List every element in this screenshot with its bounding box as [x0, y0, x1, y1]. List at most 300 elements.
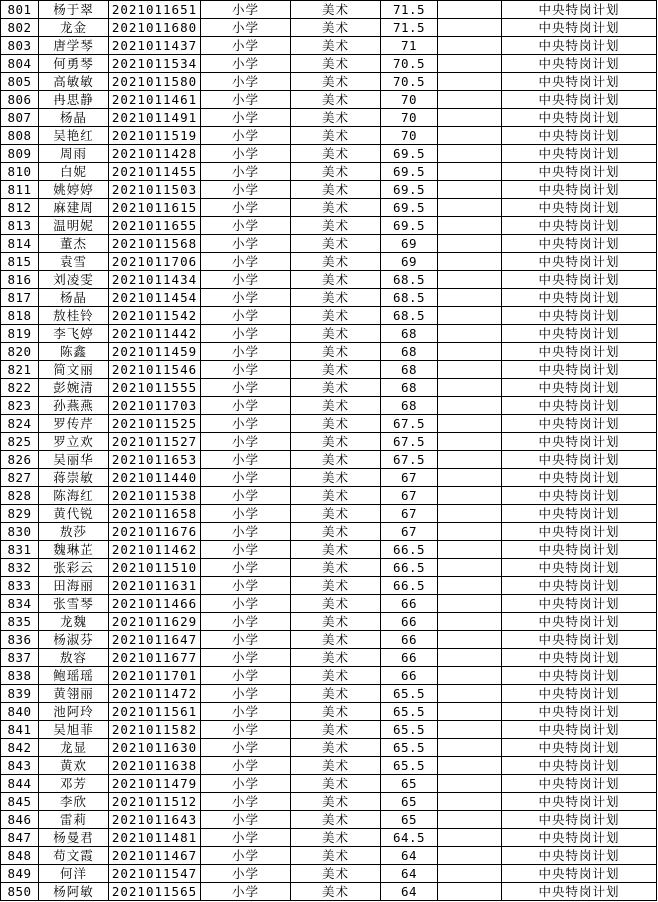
candidate-id-cell: 2021011472	[109, 685, 201, 703]
table-row	[1, 811, 657, 829]
score-cell: 67.5	[381, 415, 438, 433]
note-cell	[438, 415, 502, 433]
row-number-cell: 820	[1, 343, 39, 361]
roster-body	[1, 1, 657, 901]
candidate-id-cell: 2021011643	[109, 811, 201, 829]
recruitment-plan-cell: 中央特岗计划	[502, 289, 657, 307]
recruitment-plan-cell: 中央特岗计划	[502, 271, 657, 289]
score-cell: 68	[381, 343, 438, 361]
table-row	[1, 73, 657, 91]
school-level-cell: 小学	[201, 289, 291, 307]
score-cell: 64	[381, 883, 438, 901]
school-level-cell: 小学	[201, 577, 291, 595]
candidate-name-cell: 董杰	[39, 235, 109, 253]
candidate-name-cell: 温明妮	[39, 217, 109, 235]
candidate-name-cell: 田海丽	[39, 577, 109, 595]
table-row	[1, 127, 657, 145]
row-number-cell: 838	[1, 667, 39, 685]
row-number-cell: 802	[1, 19, 39, 37]
candidate-name-cell: 黄翎丽	[39, 685, 109, 703]
school-level-cell: 小学	[201, 397, 291, 415]
school-level-cell: 小学	[201, 865, 291, 883]
school-level-cell: 小学	[201, 19, 291, 37]
table-row	[1, 757, 657, 775]
candidate-id-cell: 2021011454	[109, 289, 201, 307]
note-cell	[438, 73, 502, 91]
row-number-cell: 843	[1, 757, 39, 775]
note-cell	[438, 397, 502, 415]
candidate-id-cell: 2021011655	[109, 217, 201, 235]
subject-cell: 美术	[291, 469, 381, 487]
score-cell: 71.5	[381, 1, 438, 19]
score-cell: 65.5	[381, 721, 438, 739]
subject-cell: 美术	[291, 109, 381, 127]
note-cell	[438, 721, 502, 739]
row-number-cell: 808	[1, 127, 39, 145]
recruitment-plan-cell: 中央特岗计划	[502, 55, 657, 73]
note-cell	[438, 559, 502, 577]
score-cell: 67.5	[381, 451, 438, 469]
recruitment-plan-cell: 中央特岗计划	[502, 667, 657, 685]
note-cell	[438, 829, 502, 847]
score-cell: 65	[381, 793, 438, 811]
candidate-id-cell: 2021011440	[109, 469, 201, 487]
recruitment-plan-cell: 中央特岗计划	[502, 415, 657, 433]
candidate-id-cell: 2021011631	[109, 577, 201, 595]
school-level-cell: 小学	[201, 271, 291, 289]
score-cell: 68	[381, 361, 438, 379]
score-cell: 67	[381, 505, 438, 523]
recruitment-plan-cell: 中央特岗计划	[502, 451, 657, 469]
table-row	[1, 883, 657, 901]
recruitment-plan-cell: 中央特岗计划	[502, 379, 657, 397]
recruitment-plan-cell: 中央特岗计划	[502, 73, 657, 91]
candidate-name-cell: 姚婷婷	[39, 181, 109, 199]
row-number-cell: 846	[1, 811, 39, 829]
row-number-cell: 828	[1, 487, 39, 505]
candidate-name-cell: 何洋	[39, 865, 109, 883]
score-cell: 69.5	[381, 181, 438, 199]
score-cell: 69.5	[381, 145, 438, 163]
note-cell	[438, 811, 502, 829]
candidate-name-cell: 刘凌雯	[39, 271, 109, 289]
candidate-name-cell: 敖桂铃	[39, 307, 109, 325]
candidate-id-cell: 2021011525	[109, 415, 201, 433]
candidate-id-cell: 2021011615	[109, 199, 201, 217]
candidate-name-cell: 陈海红	[39, 487, 109, 505]
school-level-cell: 小学	[201, 451, 291, 469]
row-number-cell: 845	[1, 793, 39, 811]
subject-cell: 美术	[291, 343, 381, 361]
candidate-name-cell: 邓芳	[39, 775, 109, 793]
note-cell	[438, 541, 502, 559]
candidate-id-cell: 2021011481	[109, 829, 201, 847]
candidate-id-cell: 2021011676	[109, 523, 201, 541]
note-cell	[438, 325, 502, 343]
score-cell: 67	[381, 523, 438, 541]
row-number-cell: 811	[1, 181, 39, 199]
subject-cell: 美术	[291, 397, 381, 415]
table-row	[1, 469, 657, 487]
note-cell	[438, 433, 502, 451]
subject-cell: 美术	[291, 577, 381, 595]
table-row	[1, 775, 657, 793]
row-number-cell: 818	[1, 307, 39, 325]
score-cell: 69	[381, 253, 438, 271]
candidate-name-cell: 黄代锐	[39, 505, 109, 523]
candidate-id-cell: 2021011680	[109, 19, 201, 37]
candidate-id-cell: 2021011459	[109, 343, 201, 361]
table-row	[1, 253, 657, 271]
row-number-cell: 824	[1, 415, 39, 433]
table-row	[1, 343, 657, 361]
school-level-cell: 小学	[201, 415, 291, 433]
school-level-cell: 小学	[201, 91, 291, 109]
subject-cell: 美术	[291, 523, 381, 541]
note-cell	[438, 883, 502, 901]
recruitment-plan-cell: 中央特岗计划	[502, 397, 657, 415]
candidate-name-cell: 魏琳芷	[39, 541, 109, 559]
candidate-name-cell: 李飞婷	[39, 325, 109, 343]
score-cell: 71	[381, 37, 438, 55]
table-row	[1, 451, 657, 469]
school-level-cell: 小学	[201, 325, 291, 343]
subject-cell: 美术	[291, 19, 381, 37]
table-row	[1, 739, 657, 757]
recruitment-plan-cell: 中央特岗计划	[502, 559, 657, 577]
subject-cell: 美术	[291, 37, 381, 55]
row-number-cell: 812	[1, 199, 39, 217]
note-cell	[438, 163, 502, 181]
score-cell: 69	[381, 235, 438, 253]
note-cell	[438, 181, 502, 199]
candidate-id-cell: 2021011512	[109, 793, 201, 811]
recruitment-plan-cell: 中央特岗计划	[502, 19, 657, 37]
recruitment-plan-cell: 中央特岗计划	[502, 343, 657, 361]
subject-cell: 美术	[291, 829, 381, 847]
recruitment-plan-cell: 中央特岗计划	[502, 325, 657, 343]
subject-cell: 美术	[291, 361, 381, 379]
recruitment-plan-cell: 中央特岗计划	[502, 469, 657, 487]
subject-cell: 美术	[291, 127, 381, 145]
table-row	[1, 1, 657, 19]
candidate-id-cell: 2021011568	[109, 235, 201, 253]
note-cell	[438, 451, 502, 469]
score-cell: 65.5	[381, 757, 438, 775]
score-cell: 68	[381, 325, 438, 343]
score-cell: 64	[381, 847, 438, 865]
school-level-cell: 小学	[201, 1, 291, 19]
table-row	[1, 793, 657, 811]
note-cell	[438, 217, 502, 235]
school-level-cell: 小学	[201, 235, 291, 253]
candidate-name-cell: 简文丽	[39, 361, 109, 379]
school-level-cell: 小学	[201, 469, 291, 487]
school-level-cell: 小学	[201, 361, 291, 379]
school-level-cell: 小学	[201, 847, 291, 865]
row-number-cell: 821	[1, 361, 39, 379]
recruitment-plan-cell: 中央特岗计划	[502, 487, 657, 505]
candidate-id-cell: 2021011479	[109, 775, 201, 793]
subject-cell: 美术	[291, 703, 381, 721]
score-cell: 70.5	[381, 55, 438, 73]
score-cell: 65.5	[381, 739, 438, 757]
score-cell: 66.5	[381, 559, 438, 577]
note-cell	[438, 703, 502, 721]
subject-cell: 美术	[291, 289, 381, 307]
candidate-id-cell: 2021011491	[109, 109, 201, 127]
note-cell	[438, 361, 502, 379]
table-row	[1, 721, 657, 739]
school-level-cell: 小学	[201, 199, 291, 217]
school-level-cell: 小学	[201, 721, 291, 739]
row-number-cell: 842	[1, 739, 39, 757]
table-row	[1, 433, 657, 451]
candidate-id-cell: 2021011538	[109, 487, 201, 505]
subject-cell: 美术	[291, 883, 381, 901]
table-row	[1, 487, 657, 505]
school-level-cell: 小学	[201, 649, 291, 667]
row-number-cell: 830	[1, 523, 39, 541]
candidate-name-cell: 冉思静	[39, 91, 109, 109]
score-cell: 67.5	[381, 433, 438, 451]
note-cell	[438, 487, 502, 505]
table-row	[1, 361, 657, 379]
recruitment-plan-cell: 中央特岗计划	[502, 685, 657, 703]
recruitment-plan-cell: 中央特岗计划	[502, 181, 657, 199]
candidate-id-cell: 2021011677	[109, 649, 201, 667]
row-number-cell: 815	[1, 253, 39, 271]
candidate-id-cell: 2021011546	[109, 361, 201, 379]
note-cell	[438, 307, 502, 325]
candidate-id-cell: 2021011466	[109, 595, 201, 613]
table-row	[1, 19, 657, 37]
candidate-id-cell: 2021011428	[109, 145, 201, 163]
note-cell	[438, 199, 502, 217]
subject-cell: 美术	[291, 199, 381, 217]
recruitment-plan-cell: 中央特岗计划	[502, 865, 657, 883]
note-cell	[438, 235, 502, 253]
note-cell	[438, 505, 502, 523]
school-level-cell: 小学	[201, 145, 291, 163]
recruitment-plan-cell: 中央特岗计划	[502, 721, 657, 739]
table-row	[1, 271, 657, 289]
school-level-cell: 小学	[201, 613, 291, 631]
school-level-cell: 小学	[201, 505, 291, 523]
candidate-id-cell: 2021011442	[109, 325, 201, 343]
row-number-cell: 807	[1, 109, 39, 127]
note-cell	[438, 667, 502, 685]
subject-cell: 美术	[291, 739, 381, 757]
school-level-cell: 小学	[201, 379, 291, 397]
candidate-id-cell: 2021011503	[109, 181, 201, 199]
subject-cell: 美术	[291, 307, 381, 325]
subject-cell: 美术	[291, 415, 381, 433]
candidate-id-cell: 2021011510	[109, 559, 201, 577]
candidate-name-cell: 黄欢	[39, 757, 109, 775]
table-row	[1, 181, 657, 199]
candidate-name-cell: 唐学琴	[39, 37, 109, 55]
recruitment-plan-cell: 中央特岗计划	[502, 109, 657, 127]
row-number-cell: 822	[1, 379, 39, 397]
row-number-cell: 847	[1, 829, 39, 847]
school-level-cell: 小学	[201, 631, 291, 649]
row-number-cell: 814	[1, 235, 39, 253]
note-cell	[438, 19, 502, 37]
subject-cell: 美术	[291, 559, 381, 577]
candidate-id-cell: 2021011437	[109, 37, 201, 55]
school-level-cell: 小学	[201, 685, 291, 703]
row-number-cell: 832	[1, 559, 39, 577]
table-row	[1, 217, 657, 235]
subject-cell: 美术	[291, 253, 381, 271]
candidate-name-cell: 龙魏	[39, 613, 109, 631]
row-number-cell: 827	[1, 469, 39, 487]
candidate-name-cell: 鲍瑶瑶	[39, 667, 109, 685]
table-row	[1, 145, 657, 163]
school-level-cell: 小学	[201, 55, 291, 73]
candidate-id-cell: 2021011542	[109, 307, 201, 325]
subject-cell: 美术	[291, 685, 381, 703]
subject-cell: 美术	[291, 433, 381, 451]
school-level-cell: 小学	[201, 253, 291, 271]
school-level-cell: 小学	[201, 163, 291, 181]
score-cell: 68.5	[381, 307, 438, 325]
row-number-cell: 849	[1, 865, 39, 883]
candidate-name-cell: 龙金	[39, 19, 109, 37]
row-number-cell: 810	[1, 163, 39, 181]
recruitment-plan-cell: 中央特岗计划	[502, 433, 657, 451]
candidate-name-cell: 吴旭菲	[39, 721, 109, 739]
candidate-id-cell: 2021011630	[109, 739, 201, 757]
score-cell: 70	[381, 127, 438, 145]
subject-cell: 美术	[291, 451, 381, 469]
candidate-name-cell: 杨于翠	[39, 1, 109, 19]
candidate-name-cell: 张雪琴	[39, 595, 109, 613]
candidate-name-cell: 李欣	[39, 793, 109, 811]
subject-cell: 美术	[291, 775, 381, 793]
candidate-name-cell: 陈鑫	[39, 343, 109, 361]
candidate-name-cell: 吴艳红	[39, 127, 109, 145]
candidate-id-cell: 2021011651	[109, 1, 201, 19]
note-cell	[438, 577, 502, 595]
note-cell	[438, 631, 502, 649]
school-level-cell: 小学	[201, 829, 291, 847]
table-row	[1, 649, 657, 667]
note-cell	[438, 1, 502, 19]
subject-cell: 美术	[291, 55, 381, 73]
candidate-id-cell: 2021011461	[109, 91, 201, 109]
recruitment-plan-cell: 中央特岗计划	[502, 217, 657, 235]
recruitment-plan-cell: 中央特岗计划	[502, 829, 657, 847]
recruitment-plan-cell: 中央特岗计划	[502, 577, 657, 595]
subject-cell: 美术	[291, 217, 381, 235]
note-cell	[438, 289, 502, 307]
school-level-cell: 小学	[201, 595, 291, 613]
table-row	[1, 505, 657, 523]
recruitment-plan-cell: 中央特岗计划	[502, 649, 657, 667]
subject-cell: 美术	[291, 73, 381, 91]
row-number-cell: 813	[1, 217, 39, 235]
recruitment-plan-cell: 中央特岗计划	[502, 37, 657, 55]
table-row	[1, 595, 657, 613]
note-cell	[438, 847, 502, 865]
recruitment-plan-cell: 中央特岗计划	[502, 91, 657, 109]
row-number-cell: 831	[1, 541, 39, 559]
school-level-cell: 小学	[201, 487, 291, 505]
candidate-name-cell: 袁雪	[39, 253, 109, 271]
note-cell	[438, 739, 502, 757]
recruitment-plan-cell: 中央特岗计划	[502, 127, 657, 145]
recruitment-plan-cell: 中央特岗计划	[502, 793, 657, 811]
candidate-id-cell: 2021011534	[109, 55, 201, 73]
row-number-cell: 823	[1, 397, 39, 415]
subject-cell: 美术	[291, 1, 381, 19]
candidate-name-cell: 张彩云	[39, 559, 109, 577]
table-row	[1, 703, 657, 721]
table-row	[1, 829, 657, 847]
subject-cell: 美术	[291, 91, 381, 109]
score-cell: 69.5	[381, 199, 438, 217]
score-cell: 66	[381, 613, 438, 631]
score-cell: 70	[381, 91, 438, 109]
row-number-cell: 803	[1, 37, 39, 55]
candidate-name-cell: 雷莉	[39, 811, 109, 829]
candidate-id-cell: 2021011638	[109, 757, 201, 775]
note-cell	[438, 469, 502, 487]
table-row	[1, 37, 657, 55]
recruitment-plan-cell: 中央特岗计划	[502, 145, 657, 163]
school-level-cell: 小学	[201, 757, 291, 775]
candidate-name-cell: 敖莎	[39, 523, 109, 541]
candidate-id-cell: 2021011565	[109, 883, 201, 901]
table-row	[1, 415, 657, 433]
table-row	[1, 847, 657, 865]
candidate-name-cell: 彭婉清	[39, 379, 109, 397]
subject-cell: 美术	[291, 757, 381, 775]
candidate-id-cell: 2021011701	[109, 667, 201, 685]
score-cell: 67	[381, 487, 438, 505]
subject-cell: 美术	[291, 487, 381, 505]
school-level-cell: 小学	[201, 667, 291, 685]
candidate-name-cell: 敖容	[39, 649, 109, 667]
row-number-cell: 805	[1, 73, 39, 91]
candidate-id-cell: 2021011629	[109, 613, 201, 631]
school-level-cell: 小学	[201, 559, 291, 577]
school-level-cell: 小学	[201, 523, 291, 541]
score-cell: 66	[381, 649, 438, 667]
subject-cell: 美术	[291, 649, 381, 667]
school-level-cell: 小学	[201, 433, 291, 451]
candidate-id-cell: 2021011555	[109, 379, 201, 397]
score-cell: 65.5	[381, 703, 438, 721]
row-number-cell: 837	[1, 649, 39, 667]
school-level-cell: 小学	[201, 811, 291, 829]
school-level-cell: 小学	[201, 703, 291, 721]
note-cell	[438, 793, 502, 811]
school-level-cell: 小学	[201, 181, 291, 199]
school-level-cell: 小学	[201, 37, 291, 55]
table-row	[1, 109, 657, 127]
table-row	[1, 199, 657, 217]
candidate-name-cell: 麻建周	[39, 199, 109, 217]
candidate-id-cell: 2021011653	[109, 451, 201, 469]
subject-cell: 美术	[291, 145, 381, 163]
school-level-cell: 小学	[201, 739, 291, 757]
candidate-name-cell: 杨曼君	[39, 829, 109, 847]
candidate-id-cell: 2021011519	[109, 127, 201, 145]
candidate-id-cell: 2021011462	[109, 541, 201, 559]
